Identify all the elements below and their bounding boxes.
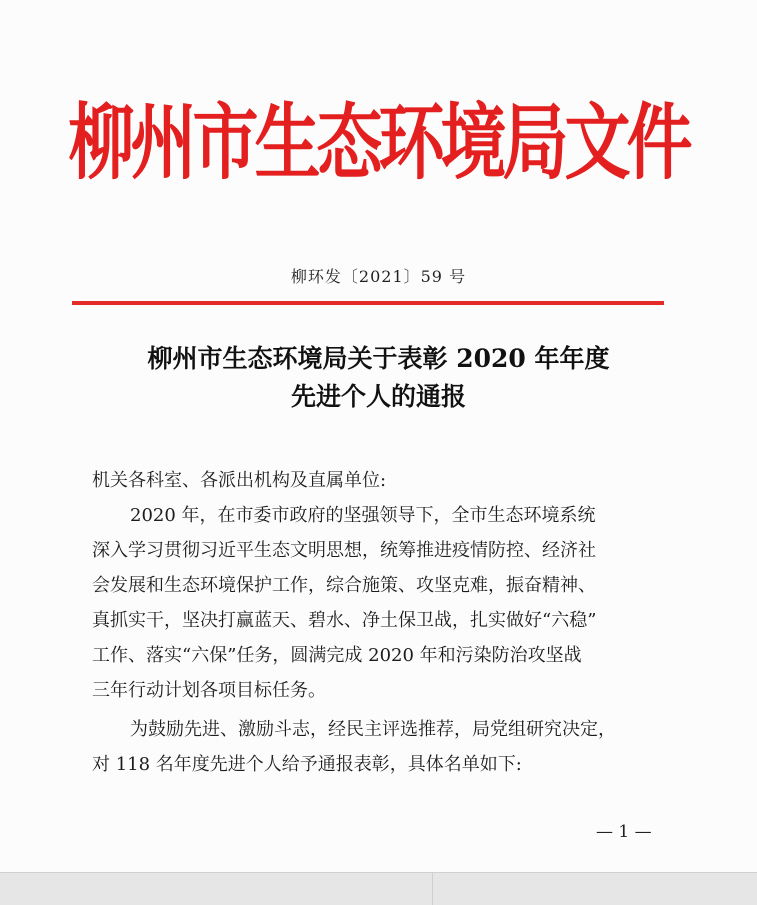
page-bottom-margin	[0, 872, 757, 905]
paragraph-1-line: 会发展和生态环境保护工作，综合施策、攻坚克难，振奋精神、	[92, 575, 596, 596]
paragraph-1-line: 工作、落实“六保”任务，圆满完成 2020 年和污染防治攻坚战	[92, 645, 582, 666]
paragraph-1	[92, 498, 682, 708]
red-divider-line	[72, 301, 664, 305]
document-body	[92, 463, 682, 782]
paragraph-1-line: 三年行动计划各项目标任务。	[92, 680, 326, 701]
paragraph-2-line: 对 118 名年度先进个人给予通报表彰，具体名单如下:	[92, 754, 522, 775]
paragraph-2-line: 为鼓励先进、激励斗志，经民主评选推荐，局党组研究决定，	[130, 719, 616, 740]
paragraph-1-line: 2020 年，在市委市政府的坚强领导下，全市生态环境系统	[130, 505, 596, 526]
salutation: 机关各科室、各派出机构及直属单位:	[92, 470, 387, 491]
page-fold-divider	[432, 873, 433, 905]
document-number: 柳环发〔2021〕59 号	[290, 267, 467, 286]
document-title-line-2: 先进个人的通报	[290, 382, 466, 411]
document-title-line-1: 柳州市生态环境局关于表彰 2020 年年度	[147, 344, 610, 373]
paragraph-2	[92, 712, 682, 782]
paragraph-1-line: 深入学习贯彻习近平生态文明思想，统筹推进疫情防控、经济社	[92, 540, 596, 561]
page-number: — 1 —	[596, 822, 652, 842]
agency-header-title: 柳州市生态环境局文件	[68, 94, 689, 191]
document-title	[0, 340, 757, 416]
paragraph-1-line: 真抓实干，坚决打赢蓝天、碧水、净土保卫战，扎实做好“六稳”	[92, 610, 597, 631]
